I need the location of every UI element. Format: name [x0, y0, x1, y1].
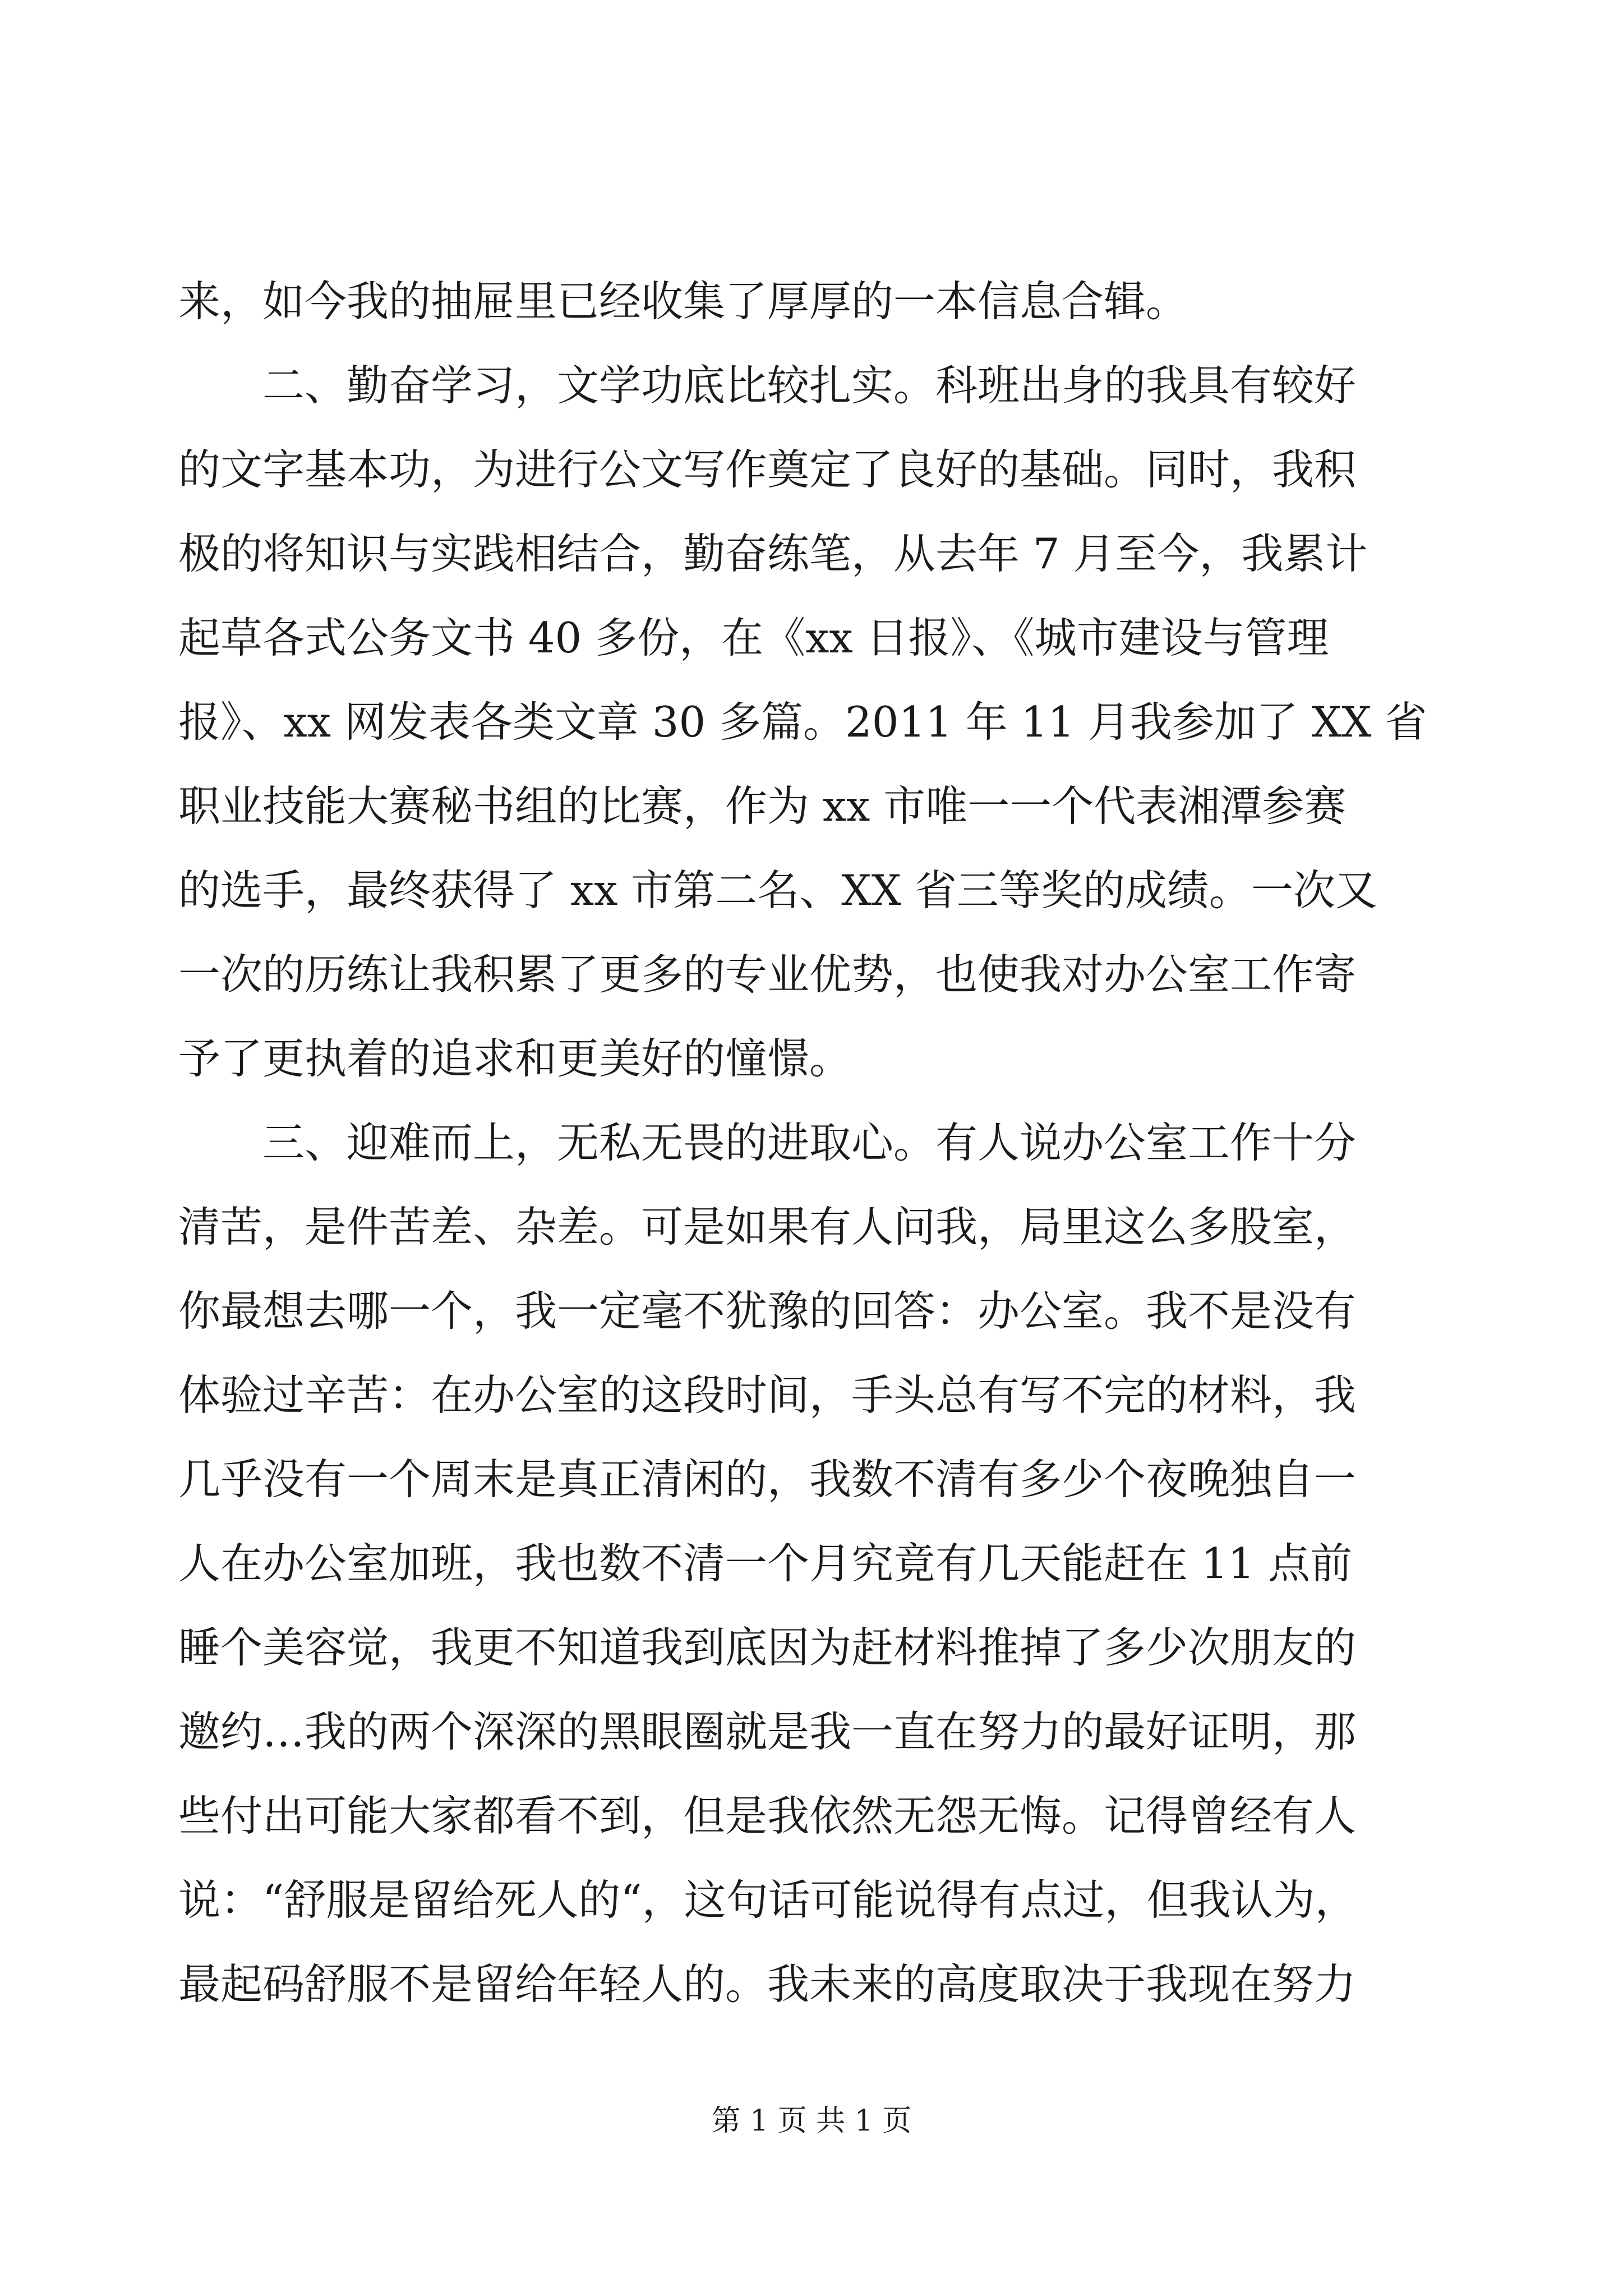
page-number-label: 第 1 页 共 1 页 [711, 2104, 912, 2138]
text-line: 体验过辛苦：在办公室的这段时间，手头总有写不完的材料，我 [178, 1370, 1357, 1420]
text-line: 睡个美容觉，我更不知道我到底因为赶材料推掉了多少次朋友的 [178, 1623, 1357, 1672]
text-line: 你最想去哪一个，我一定毫不犹豫的回答：办公室。我不是没有 [178, 1286, 1357, 1336]
document-body [178, 259, 1447, 2026]
text-line: 邀约…我的两个深深的黑眼圈就是我一直在努力的最好证明，那 [178, 1707, 1357, 1756]
text-line: 一次的历练让我积累了更多的专业优势，也使我对办公室工作寄 [178, 950, 1357, 999]
text-line: 的文字基本功，为进行公文写作奠定了良好的基础。同时，我积 [178, 445, 1357, 494]
text-line: 职业技能大赛秘书组的比赛，作为 xx 市唯一一个代表湘潭参赛 [178, 781, 1347, 831]
text-line: 报》、xx 网发表各类文章 30 多篇。2011 年 11 月我参加了 XX 省 [178, 697, 1427, 747]
page-footer [0, 2101, 1623, 2141]
text-line: 人在办公室加班，我也数不清一个月究竟有几天能赶在 11 点前 [178, 1539, 1353, 1588]
text-line: 予了更执着的追求和更美好的憧憬。 [178, 1034, 852, 1083]
text-line: 的选手，最终获得了 xx 市第二名、XX 省三等奖的成绩。一次又 [178, 866, 1377, 915]
text-line: 三、迎难而上，无私无畏的进取心。有人说办公室工作十分 [178, 1118, 1357, 1167]
text-line: 些付出可能大家都看不到，但是我依然无怨无悔。记得曾经有人 [178, 1791, 1357, 1841]
text-line: 几乎没有一个周末是真正清闲的，我数不清有多少个夜晚独自一 [178, 1455, 1357, 1504]
text-line: 来，如今我的抽屉里已经收集了厚厚的一本信息合辑。 [178, 277, 1188, 326]
text-line: 极的将知识与实践相结合，勤奋练笔，从去年 7 月至今，我累计 [178, 529, 1368, 578]
text-line: 清苦，是件苦差、杂差。可是如果有人问我，局里这么多股室， [178, 1202, 1357, 1251]
text-line: 最起码舒服不是留给年轻人的。我未来的高度取决于我现在努力 [178, 1959, 1357, 2009]
text-line: 起草各式公务文书 40 多份，在《xx 日报》、《城市建设与管理 [178, 613, 1329, 662]
text-line: 说：“舒服是留给死人的“，这句话可能说得有点过，但我认为， [178, 1875, 1357, 1925]
text-line: 二、勤奋学习，文学功底比较扎实。科班出身的我具有较好 [178, 361, 1357, 410]
